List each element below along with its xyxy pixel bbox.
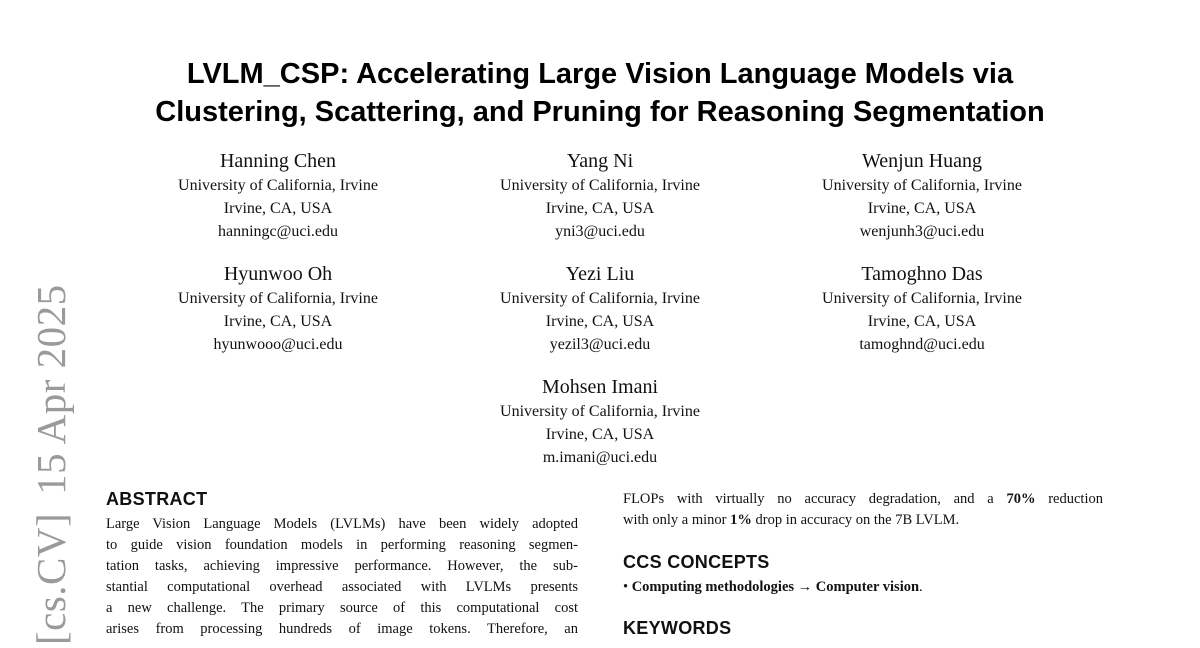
title-line-1: LVLM_CSP: Accelerating Large Vision Language Models via: [186, 58, 1014, 90]
paper-title: [100, 55, 1100, 131]
author-location: Irvine, CA, USA: [545, 426, 655, 443]
author-location: Irvine, CA, USA: [223, 200, 333, 217]
author-affiliation: University of California, Irvine: [822, 290, 1022, 307]
author-entry: [117, 148, 439, 243]
author-email: yni3@uci.edu: [555, 223, 645, 240]
author-entry: [439, 374, 761, 469]
author-email: m.imani@uci.edu: [542, 449, 658, 466]
bullet-icon: •: [623, 579, 629, 595]
author-name: Yezi Liu: [565, 263, 635, 285]
title-line-2: Clustering, Scattering, and Pruning for Reasoning Segmentation: [155, 96, 1045, 128]
author-email: hanningc@uci.edu: [217, 223, 339, 240]
ccs-concept-item: [623, 577, 1103, 598]
author-location: Irvine, CA, USA: [545, 200, 655, 217]
right-column: [623, 489, 1103, 643]
abstract-continuation: [623, 489, 1103, 531]
arxiv-date: 15 Apr 2025: [28, 284, 74, 495]
author-affiliation: University of California, Irvine: [178, 290, 378, 307]
author-email: wenjunh3@uci.edu: [859, 223, 985, 240]
ccs-concepts-heading: CCS CONCEPTS: [623, 552, 770, 572]
author-name: Tamoghno Das: [861, 263, 983, 285]
abstract-line: stantial computational overhead associated with LVLMs presents: [106, 579, 578, 595]
text-run: FLOPs with virtually no accuracy degradation, and a: [623, 491, 1007, 507]
author-entry: [439, 261, 761, 356]
arxiv-side-identifier: [27, 266, 75, 645]
abstract-text: [106, 514, 578, 640]
abstract-line: tation tasks, achieving impressive performance. However, the sub-: [106, 558, 578, 574]
author-name: Hanning Chen: [219, 150, 337, 172]
author-email: hyunwooo@uci.edu: [213, 336, 343, 353]
author-entry: [761, 148, 1083, 243]
author-name: Mohsen Imani: [541, 376, 659, 398]
abstract-heading: ABSTRACT: [106, 489, 208, 509]
abstract-line: Large Vision Language Models (LVLMs) have been widely adopted: [106, 516, 578, 532]
author-location: Irvine, CA, USA: [867, 313, 977, 330]
author-affiliation: University of California, Irvine: [500, 177, 700, 194]
author-location: Irvine, CA, USA: [867, 200, 977, 217]
author-affiliation: University of California, Irvine: [500, 290, 700, 307]
author-entry: [117, 261, 439, 356]
keywords-heading: KEYWORDS: [623, 618, 732, 638]
author-location: Irvine, CA, USA: [223, 313, 333, 330]
author-name: Hyunwoo Oh: [223, 263, 333, 285]
author-email: tamoghnd@uci.edu: [859, 336, 985, 353]
abstract-line: arises from processing hundreds of image tokens. Therefore, an: [106, 621, 578, 637]
text-run: reduction: [1035, 491, 1103, 507]
ccs-concept-text: Computing methodologies → Computer vision: [631, 579, 920, 595]
author-affiliation: University of California, Irvine: [500, 403, 700, 420]
continuation-line: [623, 489, 1103, 510]
author-affiliation: University of California, Irvine: [822, 177, 1022, 194]
author-location: Irvine, CA, USA: [545, 313, 655, 330]
emphasis-value: 70%: [1006, 491, 1036, 507]
arxiv-category: [cs.CV]: [28, 512, 74, 645]
text-run: .: [919, 579, 923, 595]
author-name: Wenjun Huang: [861, 150, 983, 172]
text-run: with only a minor: [623, 512, 731, 528]
abstract-line: to guide vision foundation models in performing reasoning segmen-: [106, 537, 578, 553]
author-email: yezil3@uci.edu: [549, 336, 651, 353]
continuation-line: [623, 510, 1103, 531]
author-affiliation: University of California, Irvine: [178, 177, 378, 194]
author-entry: [439, 148, 761, 243]
author-entry: [761, 261, 1083, 356]
author-block: [117, 148, 1083, 469]
author-name: Yang Ni: [566, 150, 634, 172]
abstract-section: [106, 487, 578, 640]
abstract-line: a new challenge. The primary source of this computational cost: [106, 600, 578, 616]
emphasis-value: 1%: [730, 512, 752, 528]
text-run: drop in accuracy on the 7B LVLM.: [751, 512, 960, 528]
